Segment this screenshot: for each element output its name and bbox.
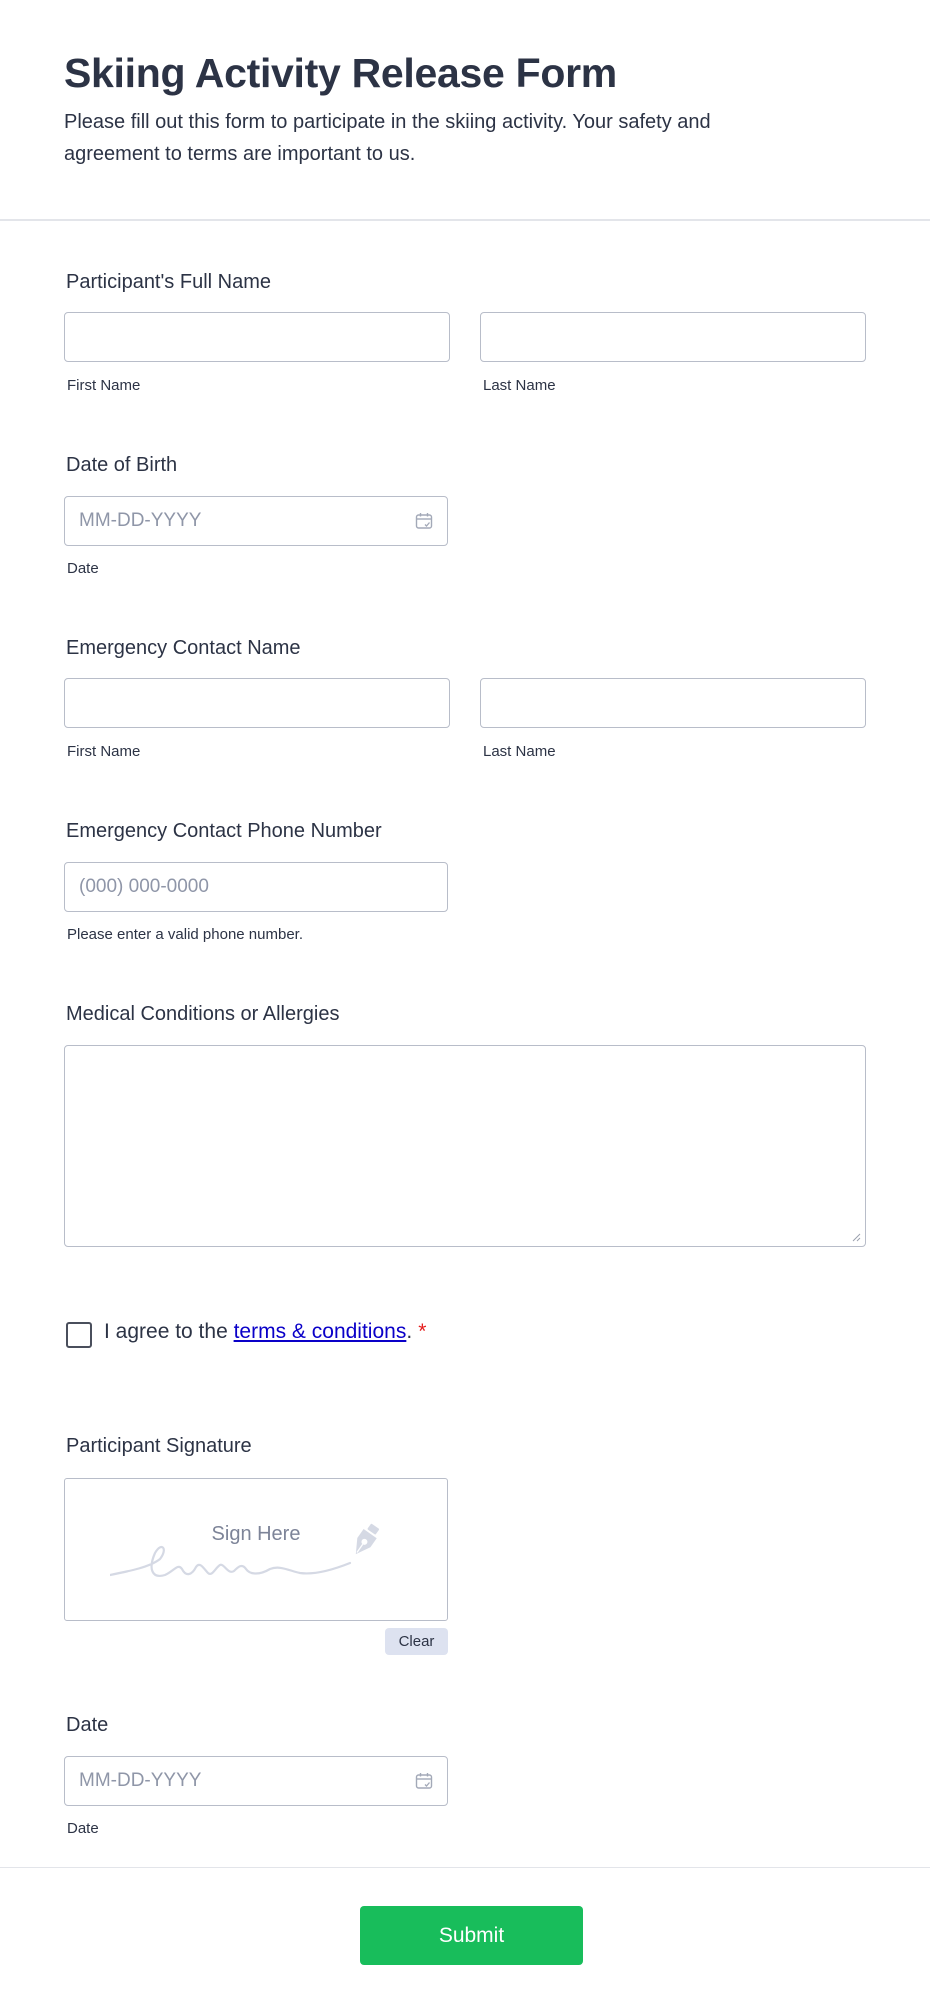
terms-checkbox[interactable] xyxy=(66,1322,92,1348)
pen-nib-icon xyxy=(345,1521,385,1561)
participant-first-name-sublabel: First Name xyxy=(67,377,141,394)
emergency-first-name-sublabel: First Name xyxy=(67,743,141,760)
date-sublabel: Date xyxy=(67,1820,99,1837)
form-description: Please fill out this form to participate in the skiing activity. Your safety and agreement to terms are important to us. xyxy=(64,111,711,165)
signature-placeholder: Sign Here xyxy=(211,1523,301,1545)
emergency-last-name-sublabel: Last Name xyxy=(483,743,556,760)
participant-first-name-field[interactable] xyxy=(64,312,450,362)
signature-pad[interactable] xyxy=(64,1478,448,1621)
date-label: Date xyxy=(66,1714,109,1736)
dob-field[interactable] xyxy=(64,496,448,546)
submit-button[interactable]: Submit xyxy=(360,1906,583,1965)
footer-divider xyxy=(0,1867,930,1868)
terms-suffix: . xyxy=(406,1320,413,1343)
dob-label: Date of Birth xyxy=(66,454,178,476)
signature-label: Participant Signature xyxy=(66,1435,252,1457)
participant-name-label: Participant's Full Name xyxy=(66,271,271,293)
emergency-phone-input[interactable] xyxy=(65,863,447,911)
calendar-icon[interactable] xyxy=(415,1772,433,1790)
date-field[interactable] xyxy=(64,1756,448,1806)
emergency-phone-hint: Please enter a valid phone number. xyxy=(67,926,303,943)
required-asterisk: * xyxy=(418,1320,427,1343)
clear-signature-button[interactable]: Clear xyxy=(385,1628,448,1655)
form-header xyxy=(0,0,930,221)
participant-last-name-sublabel: Last Name xyxy=(483,377,556,394)
participant-last-name-input[interactable] xyxy=(481,313,865,361)
resize-grip-icon[interactable] xyxy=(851,1232,861,1242)
participant-last-name-field[interactable] xyxy=(480,312,866,362)
terms-prefix: I agree to the xyxy=(104,1320,234,1343)
emergency-phone-field[interactable] xyxy=(64,862,448,912)
emergency-name-label: Emergency Contact Name xyxy=(66,637,301,659)
emergency-first-name-field[interactable] xyxy=(64,678,450,728)
dob-sublabel: Date xyxy=(67,560,99,577)
terms-agreement xyxy=(104,1320,426,1344)
participant-first-name-input[interactable] xyxy=(65,313,449,361)
medical-label: Medical Conditions or Allergies xyxy=(66,1003,340,1025)
dob-input[interactable] xyxy=(65,497,447,545)
emergency-last-name-input[interactable] xyxy=(481,679,865,727)
medical-textarea[interactable] xyxy=(65,1046,865,1246)
date-input[interactable] xyxy=(65,1757,447,1805)
emergency-phone-label: Emergency Contact Phone Number xyxy=(66,820,382,842)
form-title: Skiing Activity Release Form xyxy=(64,50,617,96)
medical-textarea-field[interactable] xyxy=(64,1045,866,1247)
emergency-last-name-field[interactable] xyxy=(480,678,866,728)
calendar-icon[interactable] xyxy=(415,512,433,530)
terms-link[interactable]: terms & conditions xyxy=(233,1320,407,1343)
emergency-first-name-input[interactable] xyxy=(65,679,449,727)
